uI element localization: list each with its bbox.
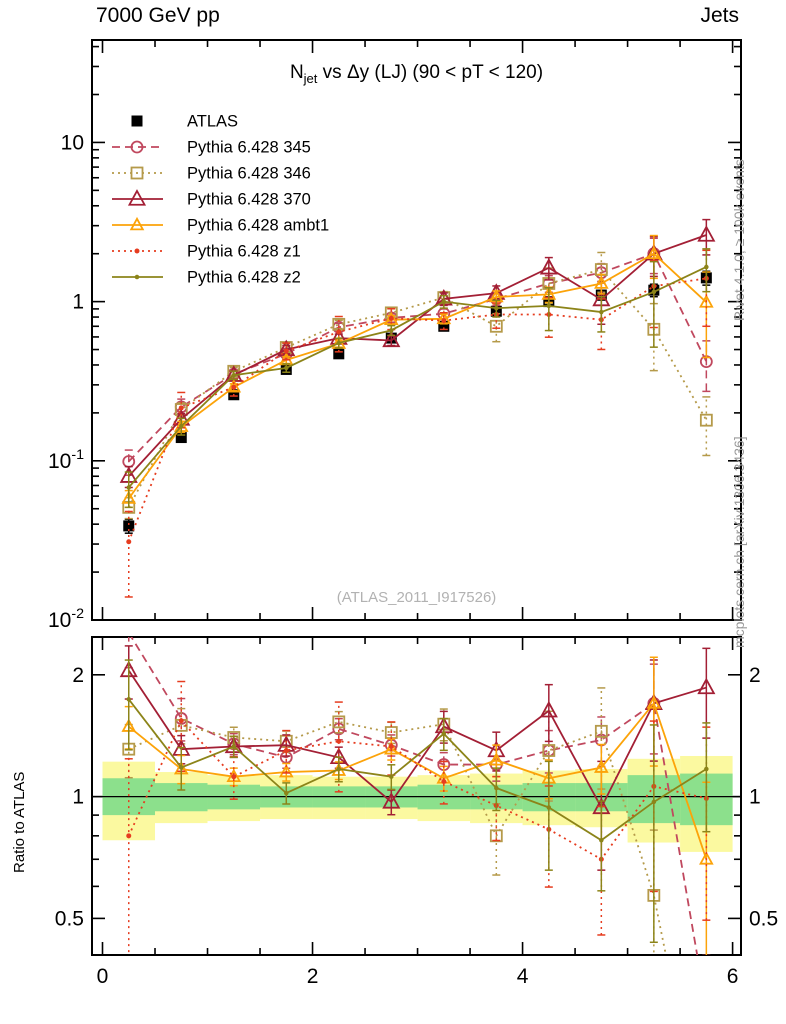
data-marker [129, 191, 144, 205]
data-marker [126, 833, 131, 838]
data-marker [389, 328, 394, 333]
svg-text:0: 0 [96, 965, 109, 988]
data-marker [337, 767, 342, 772]
svg-text:10: 10 [60, 131, 84, 155]
data-marker [127, 697, 132, 702]
data-marker [442, 732, 447, 737]
data-marker [284, 348, 289, 353]
legend-item-atlas [132, 113, 239, 131]
data-marker [389, 744, 394, 749]
legend-label: Pythia 6.428 370 [187, 190, 311, 209]
svg-text:1: 1 [749, 785, 761, 809]
data-marker [231, 385, 236, 390]
error-bar [702, 955, 710, 1024]
svg-text:10-2: $10^{-2}$ [47, 606, 84, 632]
series-pythia-6-428-346 [123, 688, 710, 1024]
svg-text:0.5: 0.5 [54, 907, 84, 931]
data-marker [652, 800, 657, 805]
data-marker [652, 290, 657, 295]
ratio-axis-label: Ratio to ATLAS [11, 771, 28, 873]
legend-item-pythia-6-428-370 [112, 191, 311, 209]
data-marker [126, 539, 131, 544]
data-marker [547, 805, 552, 810]
data-marker [179, 405, 184, 410]
data-marker [284, 791, 289, 796]
data-marker [127, 485, 132, 490]
data-marker [179, 424, 184, 429]
analysis-id-watermark: (ATLAS_2011_I917526) [336, 589, 497, 606]
data-marker [599, 310, 604, 315]
data-marker [132, 116, 143, 127]
rivet-version-note: Rivet 4.1.0, ≥ 100k events [731, 159, 747, 321]
data-marker [284, 748, 289, 753]
legend-label: Pythia 6.428 z2 [187, 268, 301, 287]
svg-text:2: 2 [749, 663, 761, 687]
beam-energy-label: 7000 GeV pp [96, 4, 220, 27]
data-marker [284, 366, 289, 371]
analysis-group-label: Jets [700, 4, 739, 27]
data-marker [704, 767, 709, 772]
data-marker [336, 329, 341, 334]
plot-title: $N_{jet}$ vs Δy (LJ) (90 < pT < 120) [289, 62, 544, 86]
data-marker [547, 304, 552, 309]
data-marker [231, 774, 236, 779]
legend-label: ATLAS [187, 112, 239, 131]
series-pythia-6-428-z2 [125, 249, 711, 508]
data-marker [389, 774, 394, 779]
data-marker [599, 838, 604, 843]
data-marker [179, 765, 184, 770]
data-marker [494, 786, 499, 791]
data-marker [336, 739, 341, 744]
legend-item-pythia-6-428-ambt1 [112, 217, 329, 235]
data-marker [135, 275, 140, 280]
legend-item-pythia-6-428-345 [112, 139, 311, 157]
svg-text:0.5: 0.5 [749, 907, 779, 931]
legend-item-pythia-6-428-z2 [112, 269, 301, 287]
legend [112, 113, 329, 287]
data-marker [232, 744, 237, 749]
data-marker [179, 718, 184, 723]
legend-item-pythia-6-428-z1 [112, 243, 301, 261]
series-pythia-6-428-346 [123, 252, 712, 518]
data-marker [704, 265, 709, 270]
axis-tick-labels [48, 131, 778, 988]
data-marker [442, 299, 447, 304]
series-pythia-6-428-z1 [125, 682, 711, 977]
data-marker [135, 249, 140, 254]
data-marker [232, 373, 237, 378]
data-marker [494, 306, 499, 311]
series-atlas [123, 268, 712, 533]
series-pythia-6-428-z1 [125, 250, 711, 597]
svg-text:2: 2 [306, 965, 319, 988]
svg-text:2: 2 [72, 663, 84, 687]
data-marker [441, 779, 446, 784]
data-marker [337, 341, 342, 346]
svg-text:10-1: $10^{-1}$ [47, 446, 84, 473]
legend-item-pythia-6-428-346 [112, 165, 311, 183]
data-marker [441, 318, 446, 323]
series-pythia-6-428-370 [121, 646, 714, 870]
svg-text:1: 1 [72, 785, 84, 809]
legend-label: Pythia 6.428 345 [187, 138, 311, 157]
svg-text:4: 4 [516, 965, 529, 988]
legend-label: Pythia 6.428 346 [187, 164, 311, 183]
svg-text:1: 1 [72, 290, 84, 314]
mcplots-arxiv-note: mcplots.cern.ch [arXiv:1306.3436] [731, 436, 747, 648]
data-marker [389, 316, 394, 321]
svg-text:6: 6 [726, 965, 739, 988]
legend-label: Pythia 6.428 z1 [187, 242, 301, 261]
legend-label: Pythia 6.428 ambt1 [187, 216, 330, 235]
